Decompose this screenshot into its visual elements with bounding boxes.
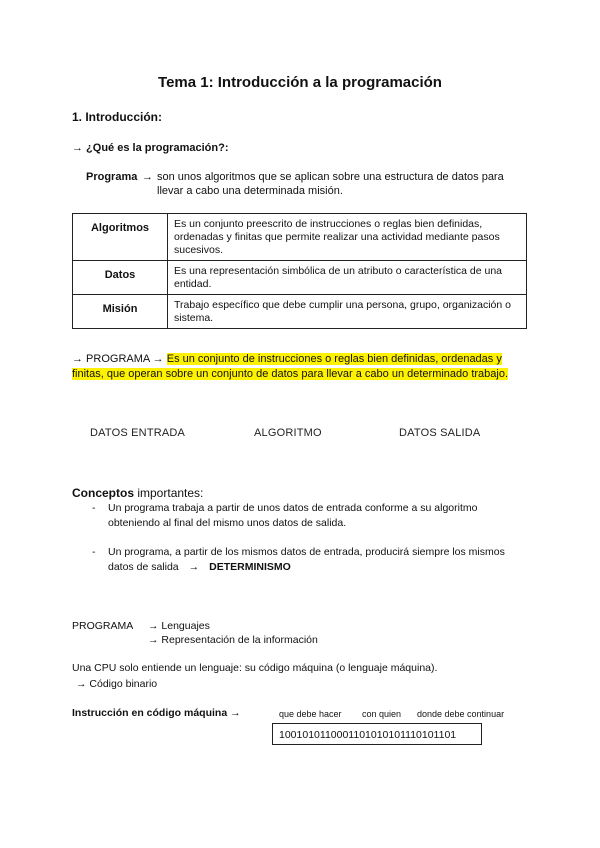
arrow-icon: → bbox=[188, 561, 200, 573]
binary-code-box: 1001010110001101010101110101101 bbox=[272, 723, 482, 745]
section-question: → ¿Qué es la programación?: bbox=[72, 142, 229, 154]
definition-text-line2: llevar a cabo una determinada misión. bbox=[157, 185, 343, 197]
instruccion-label: Instrucción en código máquina → bbox=[72, 707, 241, 719]
table-term: Algoritmos bbox=[73, 214, 168, 261]
table-description: Es un conjunto preescrito de instrucciones o reglas bien definidas, ordenadas y finitas que permite realizar una actividad mediante pasos sucesivos. bbox=[168, 214, 527, 261]
section-heading: 1. Introducción: bbox=[72, 110, 162, 124]
highlighted-text: Es un conjunto de instrucciones o reglas bien definidas, ordenadas y bbox=[166, 353, 502, 365]
instruccion-col-header: que debe hacer bbox=[279, 709, 342, 719]
concept-item1-line2: obteniendo al final del mismo unos datos de salida. bbox=[108, 517, 347, 529]
programa-definition-line1 bbox=[72, 353, 502, 365]
concept-item2-line1: Un programa, a partir de los mismos datos de entrada, producirá siempre los mismos bbox=[108, 546, 505, 558]
instruccion-col-header: donde debe continuar bbox=[417, 709, 505, 719]
concept-item1-line1: Un programa trabaja a partir de unos datos de entrada conforme a su algoritmo bbox=[108, 502, 478, 514]
cpu-binary: → Código binario bbox=[76, 678, 158, 690]
conceptos-title-bold: Conceptos bbox=[72, 486, 135, 500]
definition-label: Programa bbox=[86, 171, 138, 183]
table-row bbox=[73, 261, 527, 295]
concept-item2-text: datos de salida bbox=[108, 561, 179, 573]
arrow-icon: → bbox=[142, 171, 153, 183]
conceptos-heading bbox=[72, 486, 203, 500]
definitions-table bbox=[72, 213, 527, 329]
bullet: - bbox=[92, 502, 96, 514]
table-row bbox=[73, 295, 527, 329]
programa-definition-line2 bbox=[72, 368, 508, 380]
table-row bbox=[73, 214, 527, 261]
flow-output: DATOS SALIDA bbox=[399, 427, 481, 439]
table-term: Datos bbox=[73, 261, 168, 295]
determinismo-term: DETERMINISMO bbox=[209, 561, 291, 573]
instruccion-col-header: con quien bbox=[362, 709, 402, 719]
lenguajes-item: → Lenguajes bbox=[148, 620, 210, 632]
highlighted-text: finitas, que operan sobre un conjunto de datos para llevar a cabo un determinado trabajo. bbox=[72, 368, 509, 380]
definition-text-line1: son unos algoritmos que se aplican sobre una estructura de datos para bbox=[157, 171, 504, 183]
bullet: - bbox=[92, 546, 96, 558]
table-description: Trabajo específico que debe cumplir una persona, grupo, organización o sistema. bbox=[168, 295, 527, 329]
flow-algorithm: ALGORITMO bbox=[254, 427, 322, 439]
lenguajes-label: PROGRAMA bbox=[72, 620, 134, 632]
cpu-text: Una CPU solo entiende un lenguaje: su código máquina (o lenguaje máquina). bbox=[72, 662, 438, 674]
page-title: Tema 1: Introducción a la programación bbox=[158, 74, 442, 91]
lenguajes-item: → Representación de la información bbox=[148, 634, 318, 646]
flow-input: DATOS ENTRADA bbox=[90, 427, 186, 439]
concept-item2-line2 bbox=[108, 561, 291, 573]
conceptos-title-rest: importantes: bbox=[134, 486, 204, 500]
table-term: Misión bbox=[73, 295, 168, 329]
table-description: Es una representación simbólica de un atributo o característica de una entidad. bbox=[168, 261, 527, 295]
programa-prefix: → PROGRAMA → bbox=[72, 353, 167, 365]
